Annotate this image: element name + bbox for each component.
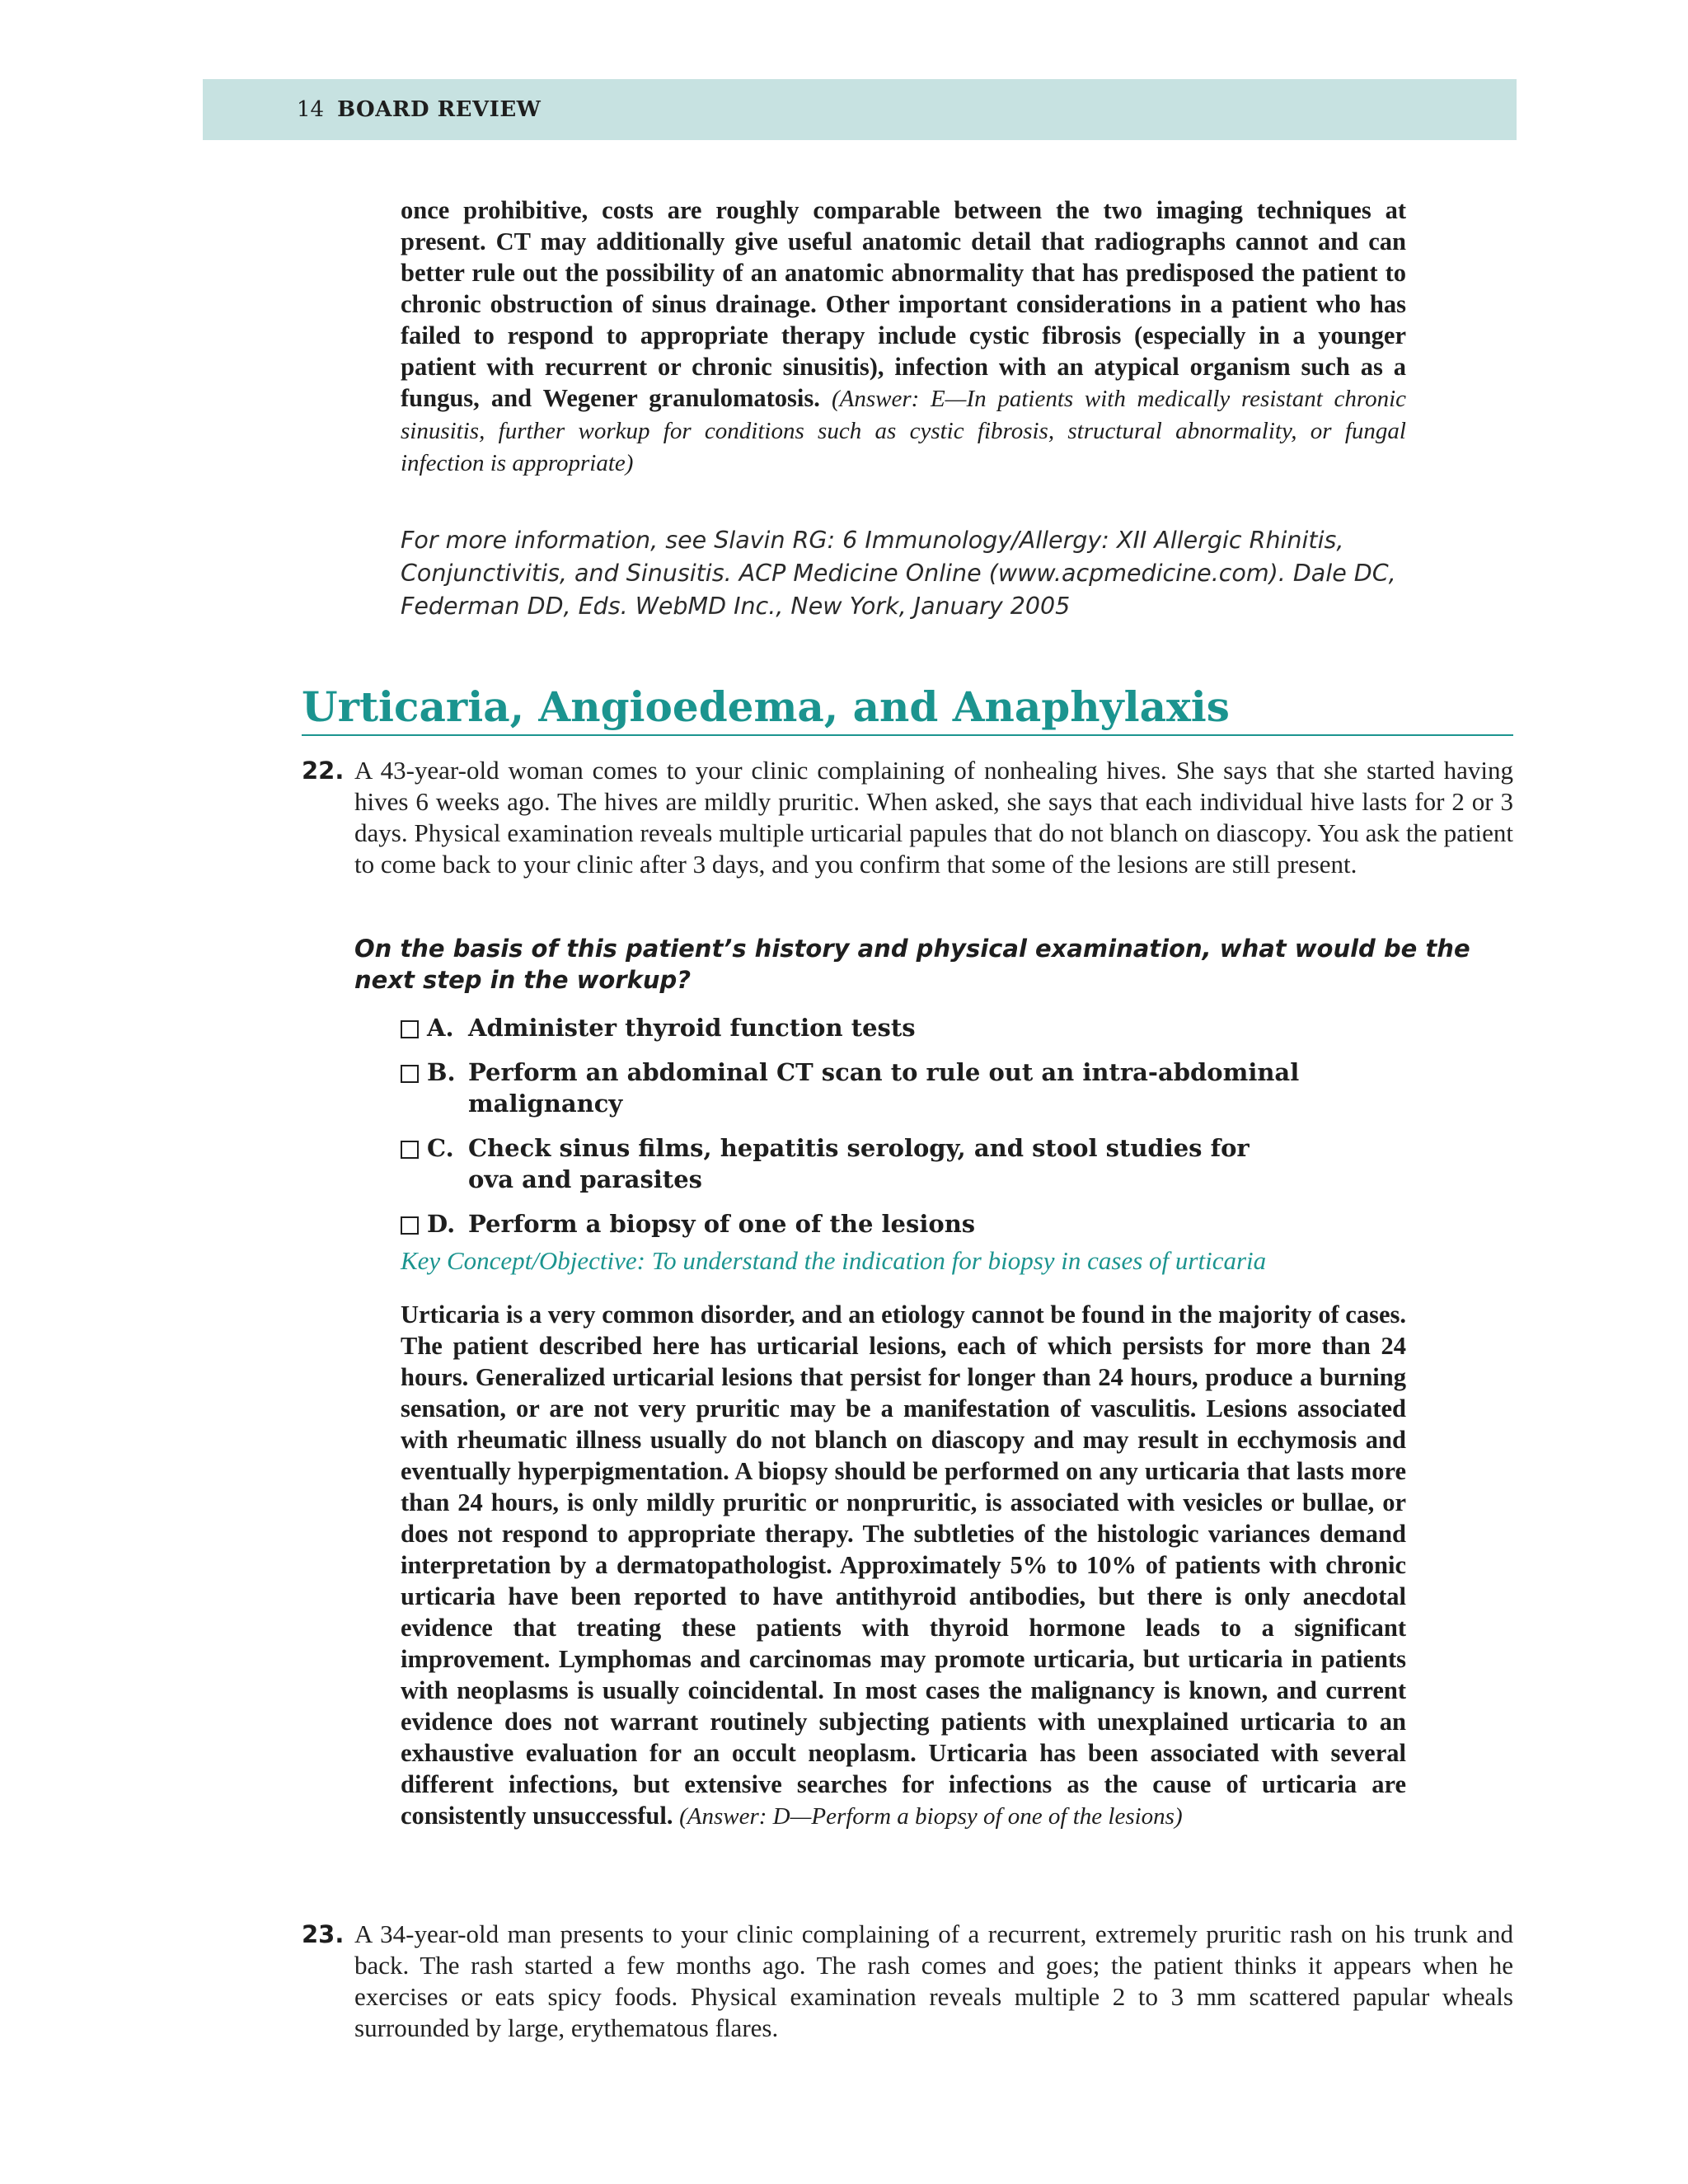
- option-text: Check sinus films, hepatitis serology, and stool studies for ova and parasites: [468, 1134, 1250, 1193]
- question-23: [302, 1919, 1513, 2044]
- section-divider: [302, 734, 1513, 736]
- explanation-text: once prohibitive, costs are roughly comparable between the two imaging techniques at present. CT may additionally give useful anatomic detail that radiographs cannot and can better rule out the possibility of an anatomic abnormality that has predisposed the patient to chronic obstruction of sinus drainage. Other important considerations in a patient who has failed to respond to appropriate therapy include cystic fibrosis (especially in a younger patient with recurrent or chronic sinusitis), infection with an atypical organism such as a fungus, and Wegener granulomatosis.: [401, 196, 1406, 412]
- running-title: BOARD REVIEW: [337, 97, 542, 122]
- question-stem: A 34-year-old man presents to your clinic complaining of a recurrent, extremely pruritic rash on his trunk and back. The rash started a few months ago. The rash comes and goes; the patient thinks it appears when he exercises or eats spicy foods. Physical examination reveals multiple 2 to 3 mm scattered papular wheals surrounded by large, erythematous flares.: [354, 1919, 1513, 2042]
- checkbox-icon[interactable]: [401, 1065, 419, 1083]
- option-d[interactable]: [401, 1208, 1390, 1240]
- question-22-explanation: [401, 1299, 1406, 1832]
- option-c[interactable]: [401, 1132, 1390, 1195]
- previous-answer-explanation: [401, 194, 1406, 479]
- key-concept: Key Concept/Objective: To understand the indication for biopsy in cases of urticaria: [401, 1246, 1267, 1275]
- checkbox-icon[interactable]: [401, 1020, 419, 1038]
- question-number: 23.: [302, 1920, 345, 1948]
- option-letter: C.: [427, 1134, 454, 1162]
- section-title: Urticaria, Angioedema, and Anaphylaxis: [302, 682, 1230, 731]
- answer-note: (Answer: D—Perform a biopsy of one of the lesions): [679, 1803, 1183, 1830]
- option-letter: D.: [427, 1210, 456, 1238]
- option-text: Perform a biopsy of one of the lesions: [468, 1210, 976, 1238]
- option-b[interactable]: [401, 1057, 1390, 1119]
- answer-note: (Answer: E—In patients with medically resistant chronic sinusitis, further workup for conditions such as cystic fibrosis, structural abnormality, or fungal infection is appropriate): [401, 386, 1406, 476]
- question-number: 22.: [302, 757, 345, 785]
- option-text: Administer thyroid function tests: [468, 1014, 916, 1042]
- question-prompt: On the basis of this patient’s history and physical examination, what would be the next step in the workup?: [354, 935, 1470, 994]
- option-a[interactable]: [401, 1012, 1390, 1043]
- checkbox-icon[interactable]: [401, 1216, 419, 1235]
- running-header: [203, 79, 1517, 140]
- checkbox-icon[interactable]: [401, 1141, 419, 1159]
- question-stem: A 43-year-old woman comes to your clinic complaining of nonhealing hives. She says that she started having hives 6 weeks ago. The hives are mildly pruritic. When asked, she says that each individual hive lasts for 2 or 3 days. Physical examination reveals multiple urticarial papules that do not blanch on diascopy. You ask the patient to come back to your clinic after 3 days, and you confirm that some of the lesions are still present.: [354, 756, 1513, 879]
- option-letter: A.: [427, 1014, 454, 1042]
- more-information-reference: For more information, see Slavin RG: 6 Immunology/Allergy: XII Allergic Rhinitis, Conjunctivitis, and Sinusitis. ACP Medicine Online (www.acpmedicine.com). Dale DC, Federman DD, Eds. WebMD Inc., New York, January 2005: [401, 527, 1396, 620]
- question-22: [302, 755, 1513, 880]
- page-number: 14: [297, 97, 325, 122]
- option-text: Perform an abdominal CT scan to rule out an intra-abdominal malignancy: [468, 1058, 1300, 1118]
- answer-options: [401, 1012, 1390, 1253]
- explanation-text: Urticaria is a very common disorder, and an etiology cannot be found in the majority of cases. The patient described here has urticarial lesions, each of which persists for more than 24 hours. Generalized urticarial lesions that persist for longer than 24 hours, produce a burning sensation, or are not very pruritic may be a manifestation of vasculitis. Lesions associated with rheumatic illness usually do not blanch on diascopy and may result in ecchymosis and eventually hyperpigmentation. A biopsy should be performed on any urticaria that lasts more than 24 hours, is only mildly pruritic or nonpruritic, is associated with vesicles or bullae, or does not respond to appropriate therapy. The subtleties of the histologic variances demand interpretation by a dermatopathologist. Approximately 5% to 10% of patients with chronic urticaria have been reported to have antithyroid antibodies, but there is only anecdotal evidence that treating these patients with thyroid hormone leads to a significant improvement. Lymphomas and carcinomas may promote urticaria, but urticaria in patients with neoplasms is usually coincidental. In most cases the malignancy is known, and current evidence does not warrant routinely subjecting patients with unexplained urticaria to an exhaustive evaluation for an occult neoplasm. Urticaria has been associated with several different infections, but extensive searches for infections as the cause of urticaria are consistently unsuccessful.: [401, 1301, 1406, 1830]
- option-letter: B.: [427, 1058, 456, 1086]
